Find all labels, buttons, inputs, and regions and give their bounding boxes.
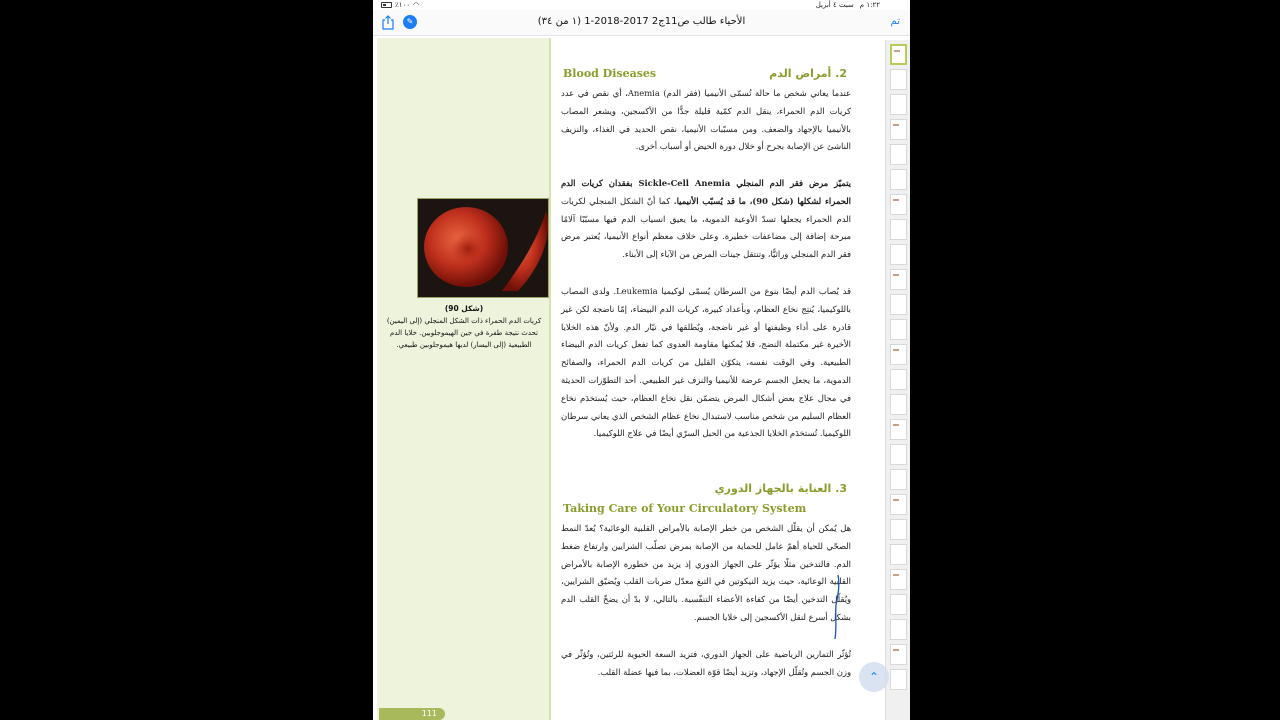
page-thumbnails-sidebar[interactable] [885, 40, 910, 720]
thumbnail-preview-mark [893, 424, 899, 426]
page-thumbnail[interactable] [890, 194, 907, 215]
red-blood-cells-image [418, 199, 549, 298]
pdf-page[interactable] [377, 38, 882, 720]
page-thumbnail[interactable] [890, 419, 907, 440]
status-indicators [381, 1, 419, 9]
thumbnail-preview-mark [893, 349, 899, 351]
thumbnail-preview-mark [893, 274, 899, 276]
thumbnail-preview-mark [893, 124, 899, 126]
status-date: سبت ٤ أبريل [815, 1, 854, 9]
page-thumbnail[interactable] [890, 644, 907, 665]
section-title-ar: العناية بالجهاز الدوري [714, 482, 832, 495]
page-thumbnail[interactable] [890, 469, 907, 490]
page-number: 111 [379, 708, 445, 720]
paragraph-exercise: تُؤثّر التمارين الرياضية على الجهاز الدوري، فتزيد السعة الحيوية للرئتين، وتُؤثّر في وزن الجسم وتُقلّل الإجهاد، وتزيد أيضًا قوّة العضلات، بما فيها عضلة القلب. [561, 649, 851, 677]
section-heading-ar [769, 67, 847, 80]
figure-caption [383, 303, 545, 351]
section-number: 3. [835, 482, 847, 495]
paragraph-leukemia: قد يُصاب الدم أيضًا بنوع من السرطان يُسمّى لوكيميا Leukemia. ولدى المصاب باللوكيميا، يُنتِج نخاع العظام، وبأعداد كبيرة، كريات الدم البيضاء، إمّا ناضجة لكن غير قادرة على أداء وظيفتها أو غير ناضجة، ويُطلقها في تيّار الدم. ولأنّ هذه الخلايا الأخيرة غير مكتملة النضج، فلا يُمكنها مقاومة العدوى كما تفعل كريات الدم البيضاء الطبيعية. وفي الوقت نفسه، يتكوّن القليل من كريات الدم الحمراء، والصفائح الدموية، ما يجعل الجسم عرضة للأنيميا والنزف غير الطبيعي. أحد التطوّرات الحديثة في مجال علاج بعض أشكال المرض يتضمّن نقل نخاع العظام، حيث يُستخدَم نخاع العظام السليم من شخص مناسب لاستبدال نخاع عظام الشخص الذي يعاني سرطان اللوكيميا. تُستخدَم الخلايا الجذعية من الحبل السرّي أيضًا في علاج اللوكيميا. [561, 286, 851, 439]
section-heading-ar [715, 482, 847, 495]
status-time: ١:٢٢ م [859, 1, 880, 9]
section-title-en: Taking Care of Your Circulatory System [563, 502, 807, 515]
page-thumbnail[interactable] [890, 119, 907, 140]
page-main-column [561, 38, 851, 720]
paragraph-sickle-cell-bold: يتميّز مرض فقر الدم المنجلي Sickle-Cell Anemia بفقدان كريات الدم الحمراء لشكلها (شكل 90)، ما قد يُسبّب الأنيميا. [561, 178, 851, 206]
page-thumbnail[interactable] [890, 569, 907, 590]
thumbnail-preview-mark [893, 574, 899, 576]
figure-image [417, 198, 549, 298]
page-thumbnail[interactable] [890, 619, 907, 640]
figure-caption-text: كريات الدم الحمراء ذات الشكل المنجلي (إلى اليمين) تحدث نتيجة طفرة في جين الهيموجلوبين. خلايا الدم الطبيعية (إلى اليسار) لديها هيموجلوبين طبيعي. [386, 317, 542, 349]
thumbnail-preview-mark [893, 499, 899, 501]
section-number: 2. [835, 67, 847, 80]
figure-number: (شكل 90) [444, 304, 484, 313]
section-heading-circulatory-care [561, 482, 851, 500]
pen-annotation-mark [832, 573, 842, 643]
toolbar [373, 10, 910, 36]
page-thumbnail[interactable] [890, 394, 907, 415]
page-thumbnail[interactable] [890, 94, 907, 115]
page-thumbnail[interactable] [890, 344, 907, 365]
paragraph-anemia: عندما يعاني شخص ما حالة تُسمّى الأنيميا (فقر الدم) Anemia، أي نقص في عدد كريات الدم الحمراء، ينقل الدم كمّية قليلة جدًّا من الأكسجين، ويشعر المصاب بالأنيميا بالإجهاد والضعف. ومن مسبّبات الأنيميا، نقص الحديد في الغذاء، والنزيف الناشئ عن الإصابة بجرح أو خلال دورة الحيض أو أسباب أخرى. [561, 88, 852, 152]
thumbnail-preview-mark [893, 649, 899, 651]
page-thumbnail[interactable] [890, 269, 907, 290]
page-thumbnail[interactable] [890, 244, 907, 265]
page-thumbnail[interactable] [890, 519, 907, 540]
pdf-viewer-screen [373, 0, 910, 720]
page-thumbnail[interactable] [890, 319, 907, 340]
markup-pen-icon: ✎ [406, 17, 414, 26]
page-thumbnail[interactable] [890, 69, 907, 90]
thumbnail-preview-mark [893, 199, 899, 201]
status-bar [373, 0, 910, 10]
page-thumbnail[interactable] [890, 544, 907, 565]
done-button[interactable]: تم [890, 16, 900, 27]
page-thumbnail[interactable] [890, 144, 907, 165]
page-thumbnail[interactable] [890, 594, 907, 615]
page-thumbnail[interactable] [890, 219, 907, 240]
page-thumbnail[interactable] [890, 494, 907, 515]
page-thumbnail[interactable] [890, 669, 907, 690]
scroll-up-icon: ⌃ [868, 670, 880, 684]
wifi-icon: ◠ [413, 1, 420, 9]
page-thumbnail[interactable] [890, 44, 907, 65]
section-title-ar: أمراض الدم [769, 67, 832, 80]
section-heading-blood-diseases [561, 67, 851, 85]
battery-icon [381, 2, 392, 8]
section-title-en: Blood Diseases [563, 67, 657, 80]
paragraph-sickle-cell [561, 175, 851, 264]
page-thumbnail[interactable] [890, 294, 907, 315]
page-margin-column [377, 38, 551, 720]
status-datetime [816, 1, 880, 9]
document-title: الأحياء طالب ص11ج2 2017-2018-1 (١ من ٣٤) [537, 16, 746, 27]
battery-percent: ٪١٠٠ [395, 1, 411, 9]
scroll-handle[interactable] [859, 662, 889, 692]
page-thumbnail[interactable] [890, 444, 907, 465]
paragraph-healthy-lifestyle: هل يُمكن أن يقلّل الشخص من خطر الإصابة بالأمراض القلبية الوعائية؟ يُعدّ النمط الصحّي للحياة أهمّ عامل للحماية من الإصابة بمرض تصلّب الشرايين وارتفاع ضغط الدم. فالتدخين مثلًا يؤثّر على الجهاز الدوري إذ يزيد من خطورة الإصابة بالأمراض القلبية الوعائية، حيث يزيد النيكوتين في التبغ معدّل ضربات القلب ويُضيّق الشرايين، ويُقلّل التدخين أيضًا من كفاءة الأعضاء التنفّسية. بالتالي، لا بدّ أن يضخّ القلب الدم بشكل أسرع لنقل الأكسجين إلى خلايا الجسم. [561, 523, 851, 622]
page-thumbnail[interactable] [890, 169, 907, 190]
page-thumbnail[interactable] [890, 369, 907, 390]
paragraph-sickle-cell-rest: كما أنّ الشكل المنجلي لكريات الدم الحمراء يجعلها تسدّ الأوعية الدموية، ما يعيق انسياب الدم فيها مسبّبًا آلامًا مبرحة إضافة إلى مضاعفات خطيرة. وعلى خلاف معظم أنواع الأنيميا، يُعتبر مرض فقر الدم المنجلي وراثيًّا، وتنتقل جينات المرض من الآباء إلى الأبناء. [561, 195, 851, 260]
thumbnail-preview-mark [894, 50, 900, 52]
